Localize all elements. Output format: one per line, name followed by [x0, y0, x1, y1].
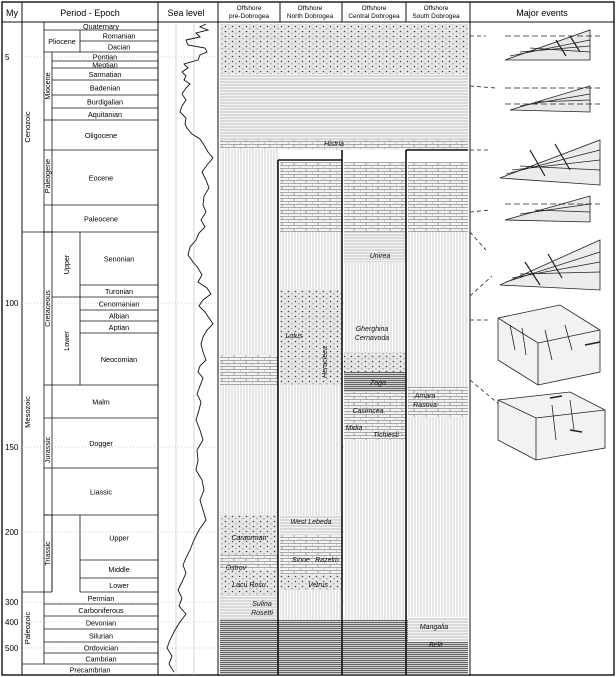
formation-sulina: Sulina [252, 601, 272, 608]
formation-rasova: Rasova [413, 402, 437, 409]
subperiod-label-lower: Lower [62, 331, 71, 351]
stage-label-cenomanian: Cenomanian [98, 299, 140, 309]
event-diagram-2 [505, 86, 600, 112]
formation-ostrov: Ostrov [225, 565, 247, 572]
major-events-column [470, 30, 605, 460]
era-label-cenozoic: Cenozoic [23, 111, 32, 143]
era-label-mesozoic: Mesozoic [23, 396, 32, 428]
column-header-north-dobrogea-line2: North Dobrogea [286, 13, 334, 20]
formation-vetrus: Vetrus [308, 582, 328, 589]
column-header-pre-dobrogea-line2: pre-Dobrogea [228, 13, 270, 20]
major-events-header: Major events [516, 8, 568, 18]
column-header-central-dobrogea-line1: Offshore [361, 5, 387, 12]
sea-level-header: Sea level [167, 8, 205, 18]
stage-label-middle: Middle [108, 565, 130, 574]
formation-zaga: Zaga [370, 380, 386, 387]
formation-sinoe: Sinoe [292, 557, 310, 564]
stage-label-silurian: Silurian [89, 631, 113, 641]
formation-lotus: Lotus [285, 333, 303, 340]
stage-label-badenian: Badenian [89, 83, 121, 93]
stage-label-cambrian: Cambrian [85, 654, 117, 664]
column-header-south-dobrogea-line2: South Dobrogea [412, 13, 460, 20]
stage-label-meotian: Meotian [92, 60, 118, 70]
formation-rosetti: Rosetti [251, 610, 273, 617]
formation-caraorman: Caraorman [231, 535, 267, 542]
stage-label-quaternary: Quaternary [83, 22, 119, 31]
my-header: My [6, 8, 18, 18]
subperiod-label-upper: Upper [62, 254, 71, 275]
stage-label-lower: Lower [109, 581, 129, 590]
sea-level-column [167, 22, 213, 675]
formation-lacu-rosu: Lacu Rosu [232, 582, 266, 589]
period-epoch-header: Period - Epoch [60, 8, 120, 18]
stage-rows [22, 22, 158, 675]
formation-gherghina: Gherghina [355, 326, 389, 333]
formation-unirea: Unirea [369, 253, 391, 260]
period-label-cretaceous: Cretaceous [43, 290, 52, 327]
south-dobrogea-column [408, 162, 468, 617]
age-label-150: 150 [5, 443, 19, 452]
age-label-400: 400 [5, 618, 19, 627]
stage-label-aptian: Aptian [108, 323, 130, 332]
formation-tichiesti: Tichiesti [373, 432, 399, 439]
formation-histria: Histria [324, 141, 344, 148]
event-diagram-rift-block-2 [498, 392, 605, 460]
stage-label-sarmatian: Sarmatian [88, 70, 122, 79]
formation-amara: Amara [414, 393, 436, 400]
stage-label-permian: Permian [87, 594, 115, 603]
sea-level-curve [167, 24, 213, 672]
age-label-200: 200 [5, 528, 19, 537]
stage-label-romanian: Romanian [102, 31, 136, 41]
formation-midia: Midia [345, 425, 363, 432]
stage-label-eocene: Eocene [88, 173, 114, 183]
central-dobrogea-column [344, 162, 406, 620]
stage-label-burdigalian: Burdigalian [87, 97, 123, 107]
event-diagram-4 [505, 196, 600, 222]
stage-label-albian: Albian [109, 311, 129, 321]
period-label-paleogene: Paleogene [43, 158, 52, 194]
formation-belir: Belir [428, 642, 444, 649]
header-row [2, 5, 614, 22]
event-diagram-rift-block-1 [498, 305, 600, 385]
column-header-pre-dobrogea-line1: Offshore [236, 5, 262, 12]
stage-label-dogger: Dogger [89, 439, 113, 448]
stage-label-paleocene: Paleocene [84, 214, 118, 224]
column-header-north-dobrogea-line1: Offshore [297, 5, 323, 12]
stage-label-dacian: Dacian [107, 42, 131, 52]
event-diagram-3 [500, 140, 600, 185]
formation-razelm: Razelm [315, 557, 339, 564]
stage-label-turonian: Turonian [104, 287, 134, 296]
formation-cernavoda: Cernavoda [354, 335, 390, 342]
event-connector-lines [470, 36, 500, 405]
stage-label-pontian: Pontian [92, 52, 118, 62]
stage-label-malm: Malm [92, 397, 110, 407]
age-label-500: 500 [5, 644, 19, 653]
stage-label-aquitanian: Aquitanian [88, 110, 122, 119]
age-label-300: 300 [5, 598, 19, 607]
period-column [43, 30, 80, 592]
stage-label-upper: Upper [109, 533, 129, 543]
event-diagram-5 [500, 240, 600, 290]
era-column [22, 22, 44, 664]
event-diagram-1 [505, 30, 600, 60]
age-label-5: 5 [5, 53, 10, 62]
column-header-central-dobrogea-line2: Central Dobrogea [348, 13, 400, 20]
stage-label-senonian: Senonian [103, 254, 135, 264]
period-label-pliocene: Pliocene [48, 37, 76, 46]
stage-label-liassic: Liassic [90, 487, 112, 497]
subperiod-column [52, 232, 80, 592]
period-label-miocene: Miocene [43, 72, 52, 100]
age-label-100: 100 [5, 299, 19, 308]
north-dobrogea-column [280, 162, 342, 620]
formation-west-lebeda: West Lebeda [290, 519, 332, 526]
stage-label-oligocene: Oligocene [84, 131, 118, 140]
era-label-paleozoic: Paleozoic [23, 611, 32, 645]
period-label-jurassic: Jurassic [43, 436, 52, 464]
period-label-triassic: Triassic [43, 541, 52, 566]
formation-casimcea: Casimcea [352, 408, 384, 415]
stage-label-carboniferous: Carboniferous [78, 606, 124, 615]
column-header-south-dobrogea-line1: Offshore [423, 5, 449, 12]
stage-label-devonian: Devonian [85, 618, 117, 628]
sea-level-gridlines [176, 22, 194, 675]
offshore-columns [220, 24, 468, 675]
stage-label-precambrian: Precambrian [69, 665, 111, 675]
formation-heracleea: Heracleea [322, 346, 329, 378]
stage-label-ordovician: Ordovician [83, 643, 119, 653]
formation-mangalia: Mangalia [419, 624, 449, 631]
stage-label-neocomian: Neocomian [100, 355, 138, 364]
